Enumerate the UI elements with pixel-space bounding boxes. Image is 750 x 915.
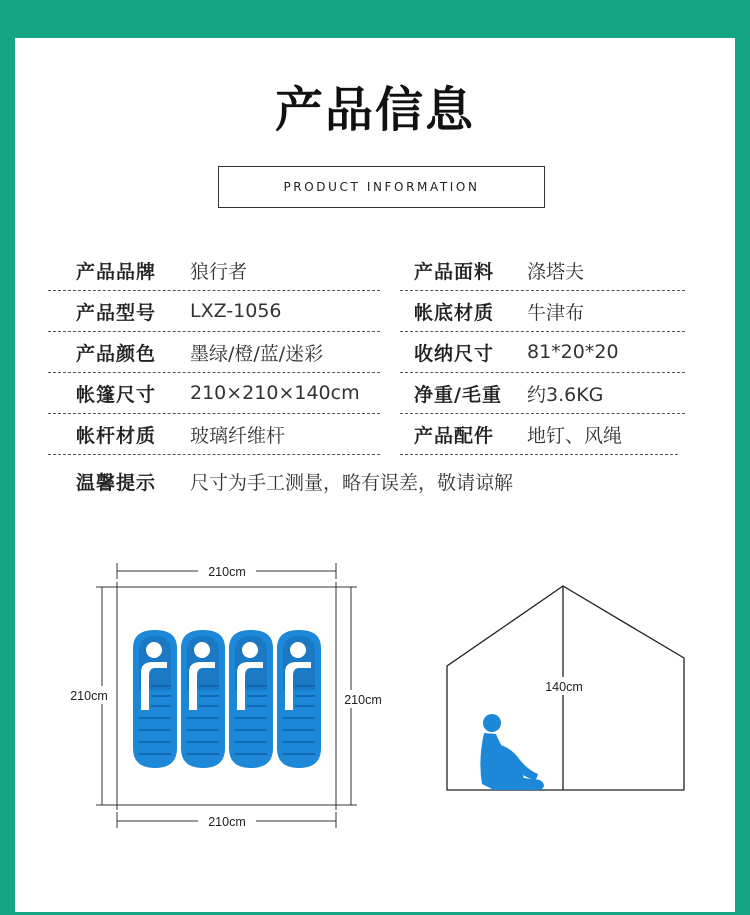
spec-label: 产品面料	[414, 260, 495, 283]
spec-label: 帐杆材质	[76, 424, 157, 447]
spec-label: 帐底材质	[414, 301, 495, 324]
spec-label: 产品型号	[76, 301, 157, 324]
spec-value: 玻璃纤维杆	[190, 424, 286, 447]
sleeping-bag-icon	[277, 630, 321, 768]
spec-label: 产品配件	[414, 424, 495, 447]
spec-label: 产品品牌	[76, 260, 157, 283]
right-dimension-label: 210cm	[344, 693, 382, 707]
tip-label: 温馨提示	[76, 471, 157, 494]
tip-text: 尺寸为手工测量，略有误差，敬请谅解	[190, 471, 514, 494]
spec-value: 约3.6KG	[527, 383, 604, 406]
spec-value: 牛津布	[527, 301, 585, 324]
sleeping-bag-icon	[133, 630, 177, 768]
sleeping-bag-icon	[181, 630, 225, 768]
sitting-person-icon	[480, 714, 544, 790]
spec-value: 210×210×140cm	[190, 382, 360, 404]
spec-label: 收纳尺寸	[414, 342, 495, 365]
spec-value: 狼行者	[190, 260, 248, 283]
page-title: 产品信息	[274, 82, 475, 138]
spec-value: 地钉、风绳	[527, 424, 623, 447]
bottom-dimension-label: 210cm	[208, 815, 246, 829]
spec-label: 净重/毛重	[414, 383, 502, 406]
height-dimension-label: 140cm	[545, 680, 583, 694]
top-dimension-label: 210cm	[208, 565, 246, 579]
spec-value: 81*20*20	[527, 341, 619, 363]
left-dimension-label: 210cm	[70, 689, 108, 703]
spec-label: 帐篷尺寸	[76, 383, 157, 406]
spec-value: 墨绿/橙/蓝/迷彩	[190, 342, 324, 365]
spec-value: LXZ-1056	[190, 300, 282, 322]
spec-value: 涤塔夫	[527, 260, 585, 283]
sleeping-bag-icon	[229, 630, 273, 768]
spec-label: 产品颜色	[76, 342, 157, 365]
subtitle-text: PRODUCT INFORMATION	[283, 180, 480, 194]
